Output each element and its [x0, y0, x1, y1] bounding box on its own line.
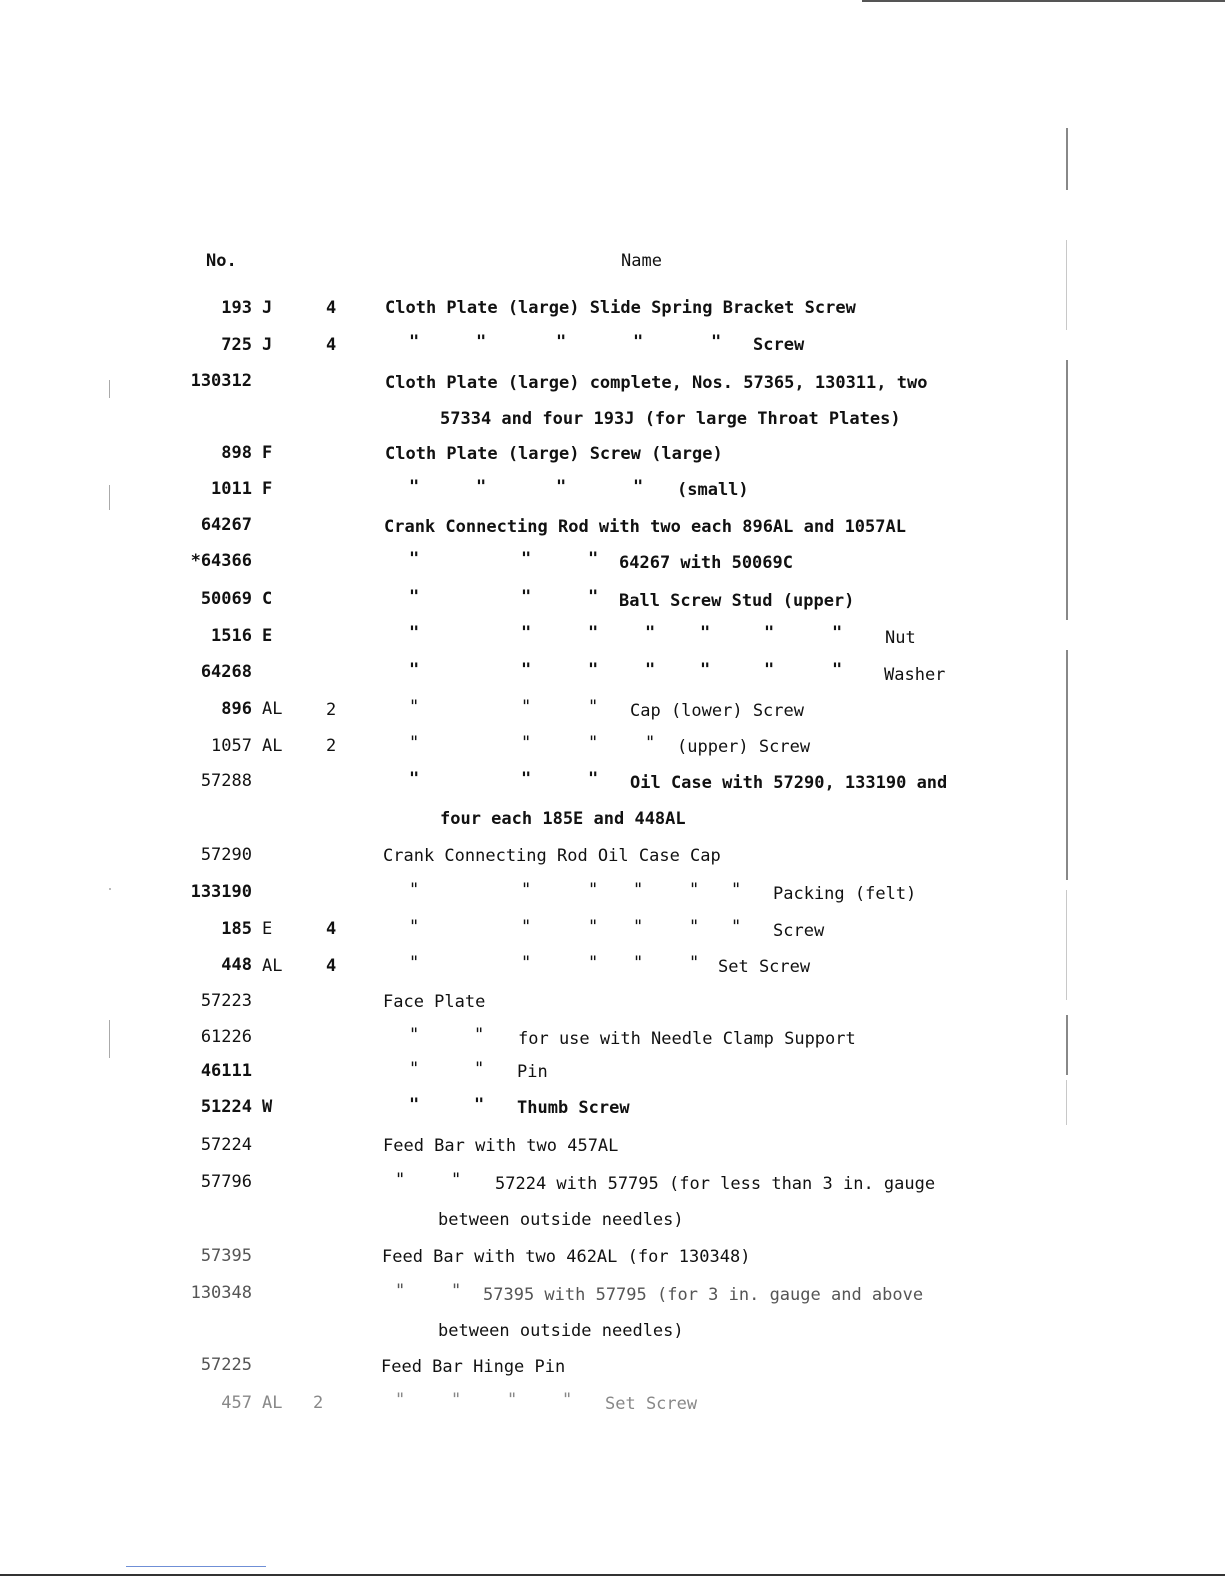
part-name: 64267 with 50069C: [619, 553, 793, 573]
ditto-mark: ": [395, 1281, 406, 1301]
ditto-mark: ": [556, 332, 567, 352]
part-suffix: F: [262, 479, 273, 499]
ditto-mark: ": [832, 623, 843, 643]
ditto-mark: ": [474, 1025, 485, 1045]
part-suffix: F: [262, 443, 273, 463]
ditto-mark: ": [451, 1390, 462, 1410]
ditto-mark: ": [562, 1390, 573, 1410]
part-name: Cap (lower) Screw: [630, 701, 804, 721]
ditto-mark: ": [409, 733, 420, 753]
ditto-mark: ": [588, 769, 599, 789]
part-number: 64267: [200, 515, 252, 535]
ditto-mark: ": [395, 1390, 406, 1410]
part-number: 448: [221, 955, 252, 975]
scan-bottom-mark: [126, 1566, 266, 1567]
part-name: Oil Case with 57290, 133190 and: [630, 773, 948, 793]
part-name: Cloth Plate (large) Slide Spring Bracket Screw: [385, 298, 856, 318]
scan-top-rule: [862, 0, 1225, 2]
ditto-mark: ": [474, 1095, 485, 1115]
part-name: Cloth Plate (large) Screw (large): [385, 444, 723, 464]
ditto-mark: ": [832, 660, 843, 680]
part-suffix: AL: [262, 736, 283, 756]
part-number: 57395: [200, 1246, 252, 1266]
ditto-mark: ": [588, 917, 599, 937]
part-name: Washer: [884, 665, 946, 685]
ditto-mark: ": [633, 332, 644, 352]
part-name: Feed Bar with two 462AL (for 130348): [382, 1247, 751, 1267]
part-suffix: J: [262, 335, 273, 355]
part-quantity: 2: [313, 1393, 324, 1413]
ditto-mark: ": [409, 769, 420, 789]
ditto-mark: ": [588, 880, 599, 900]
part-number: 193: [221, 298, 252, 318]
scan-edge-mark: [1066, 650, 1068, 880]
column-header-no: No.: [206, 251, 237, 271]
ditto-mark: ": [474, 1059, 485, 1079]
part-name: 57224 with 57795 (for less than 3 in. gauge: [495, 1174, 936, 1194]
part-number: 57224: [200, 1135, 252, 1155]
part-suffix: AL: [262, 956, 283, 976]
ditto-mark: ": [409, 1059, 420, 1079]
ditto-mark: ": [409, 332, 420, 352]
scan-edge-mark: [1066, 128, 1068, 190]
ditto-mark: ": [689, 880, 700, 900]
part-number: 133190: [190, 882, 252, 902]
part-name: (upper) Screw: [677, 737, 811, 757]
scan-edge-mark: [1066, 1080, 1067, 1125]
scan-speck: [109, 380, 110, 398]
part-name: 57395 with 57795 (for 3 in. gauge and above: [483, 1285, 924, 1305]
ditto-mark: ": [764, 660, 775, 680]
ditto-mark: ": [645, 660, 656, 680]
ditto-mark: ": [731, 880, 742, 900]
ditto-mark: ": [521, 549, 532, 569]
part-number: 46111: [200, 1061, 252, 1081]
part-number: *64366: [190, 551, 252, 571]
part-number: 57288: [200, 771, 252, 791]
part-number: 57796: [200, 1172, 252, 1192]
ditto-mark: ": [409, 623, 420, 643]
part-quantity: 4: [326, 956, 337, 976]
part-number: 130348: [190, 1283, 252, 1303]
part-number: 898: [221, 443, 252, 463]
part-suffix: J: [262, 298, 273, 318]
part-name-continuation: four each 185E and 448AL: [440, 809, 686, 829]
ditto-mark: ": [588, 733, 599, 753]
part-name-continuation: between outside needles): [438, 1321, 684, 1341]
scan-edge-mark: [1066, 1015, 1068, 1075]
part-number: 130312: [190, 371, 252, 391]
ditto-mark: ": [588, 953, 599, 973]
ditto-mark: ": [521, 953, 532, 973]
ditto-mark: ": [633, 477, 644, 497]
ditto-mark: ": [588, 623, 599, 643]
part-number: 457: [221, 1393, 252, 1413]
ditto-mark: ": [409, 917, 420, 937]
ditto-mark: ": [409, 477, 420, 497]
ditto-mark: ": [645, 733, 656, 753]
part-suffix: E: [262, 919, 273, 939]
part-number: 1011: [211, 479, 252, 499]
part-quantity: 2: [326, 700, 337, 720]
ditto-mark: ": [409, 1025, 420, 1045]
part-number: 64268: [200, 662, 252, 682]
ditto-mark: ": [507, 1390, 518, 1410]
ditto-mark: ": [588, 549, 599, 569]
scan-speck: [109, 888, 111, 890]
ditto-mark: ": [409, 549, 420, 569]
scan-edge-mark: [1066, 890, 1067, 1000]
ditto-mark: ": [521, 623, 532, 643]
part-name: Set Screw: [605, 1394, 698, 1414]
part-name: Ball Screw Stud (upper): [619, 591, 855, 611]
ditto-mark: ": [521, 769, 532, 789]
part-number: 57223: [200, 991, 252, 1011]
ditto-mark: ": [451, 1281, 462, 1301]
ditto-mark: ": [588, 587, 599, 607]
ditto-mark: ": [700, 660, 711, 680]
ditto-mark: ": [409, 953, 420, 973]
part-number: 57290: [200, 845, 252, 865]
column-header-name: Name: [621, 251, 662, 271]
ditto-mark: ": [764, 623, 775, 643]
ditto-mark: ": [521, 917, 532, 937]
part-suffix: AL: [262, 699, 283, 719]
part-name: Nut: [885, 628, 916, 648]
ditto-mark: ": [633, 953, 644, 973]
part-name: Crank Connecting Rod Oil Case Cap: [383, 846, 721, 866]
part-number: 57225: [200, 1355, 252, 1375]
part-name: Face Plate: [383, 992, 486, 1012]
ditto-mark: ": [521, 733, 532, 753]
part-name-continuation: 57334 and four 193J (for large Throat Plates): [440, 409, 901, 429]
ditto-mark: ": [521, 880, 532, 900]
part-name: Thumb Screw: [517, 1098, 630, 1118]
part-name: Feed Bar Hinge Pin: [381, 1357, 566, 1377]
ditto-mark: ": [395, 1170, 406, 1190]
part-number: 725: [221, 335, 252, 355]
ditto-mark: ": [521, 660, 532, 680]
scan-speck: [109, 1020, 110, 1058]
part-suffix: W: [262, 1097, 273, 1117]
part-name: Crank Connecting Rod with two each 896AL and 1057AL: [384, 517, 906, 537]
ditto-mark: ": [633, 880, 644, 900]
ditto-mark: ": [476, 477, 487, 497]
ditto-mark: ": [689, 953, 700, 973]
ditto-mark: ": [409, 1095, 420, 1115]
part-suffix: E: [262, 626, 273, 646]
ditto-mark: ": [521, 587, 532, 607]
part-name: (small): [677, 480, 749, 500]
part-name: Feed Bar with two 457AL: [383, 1136, 619, 1156]
ditto-mark: ": [409, 880, 420, 900]
part-number: 1516: [211, 626, 252, 646]
ditto-mark: ": [409, 660, 420, 680]
ditto-mark: ": [588, 660, 599, 680]
part-quantity: 4: [326, 919, 337, 939]
part-name: for use with Needle Clamp Support: [518, 1029, 856, 1049]
part-name: Cloth Plate (large) complete, Nos. 57365, 130311, two: [385, 373, 928, 393]
part-number: 1057: [211, 736, 252, 756]
ditto-mark: ": [409, 697, 420, 717]
part-number: 50069: [200, 589, 252, 609]
part-name: Packing (felt): [773, 884, 917, 904]
part-quantity: 2: [326, 736, 337, 756]
part-number: 61226: [200, 1027, 252, 1047]
part-name: Set Screw: [718, 957, 811, 977]
ditto-mark: ": [711, 332, 722, 352]
ditto-mark: ": [689, 917, 700, 937]
ditto-mark: ": [556, 477, 567, 497]
ditto-mark: ": [731, 917, 742, 937]
ditto-mark: ": [633, 917, 644, 937]
part-name-continuation: between outside needles): [438, 1210, 684, 1230]
part-suffix: C: [262, 589, 273, 609]
ditto-mark: ": [521, 697, 532, 717]
part-name: Pin: [517, 1062, 548, 1082]
ditto-mark: ": [700, 623, 711, 643]
part-quantity: 4: [326, 298, 337, 318]
part-quantity: 4: [326, 335, 337, 355]
scan-bottom-rule: [0, 1574, 1225, 1576]
part-number: 51224: [200, 1097, 252, 1117]
scan-edge-mark: [1066, 360, 1068, 620]
part-number: 896: [221, 699, 252, 719]
ditto-mark: ": [451, 1170, 462, 1190]
part-name: Screw: [773, 921, 825, 941]
ditto-mark: ": [588, 697, 599, 717]
ditto-mark: ": [409, 587, 420, 607]
ditto-mark: ": [645, 623, 656, 643]
ditto-mark: ": [476, 332, 487, 352]
part-suffix: AL: [262, 1393, 283, 1413]
scan-speck: [109, 485, 110, 510]
scan-edge-mark: [1066, 240, 1067, 330]
part-number: 185: [221, 919, 252, 939]
part-name: Screw: [753, 335, 805, 355]
